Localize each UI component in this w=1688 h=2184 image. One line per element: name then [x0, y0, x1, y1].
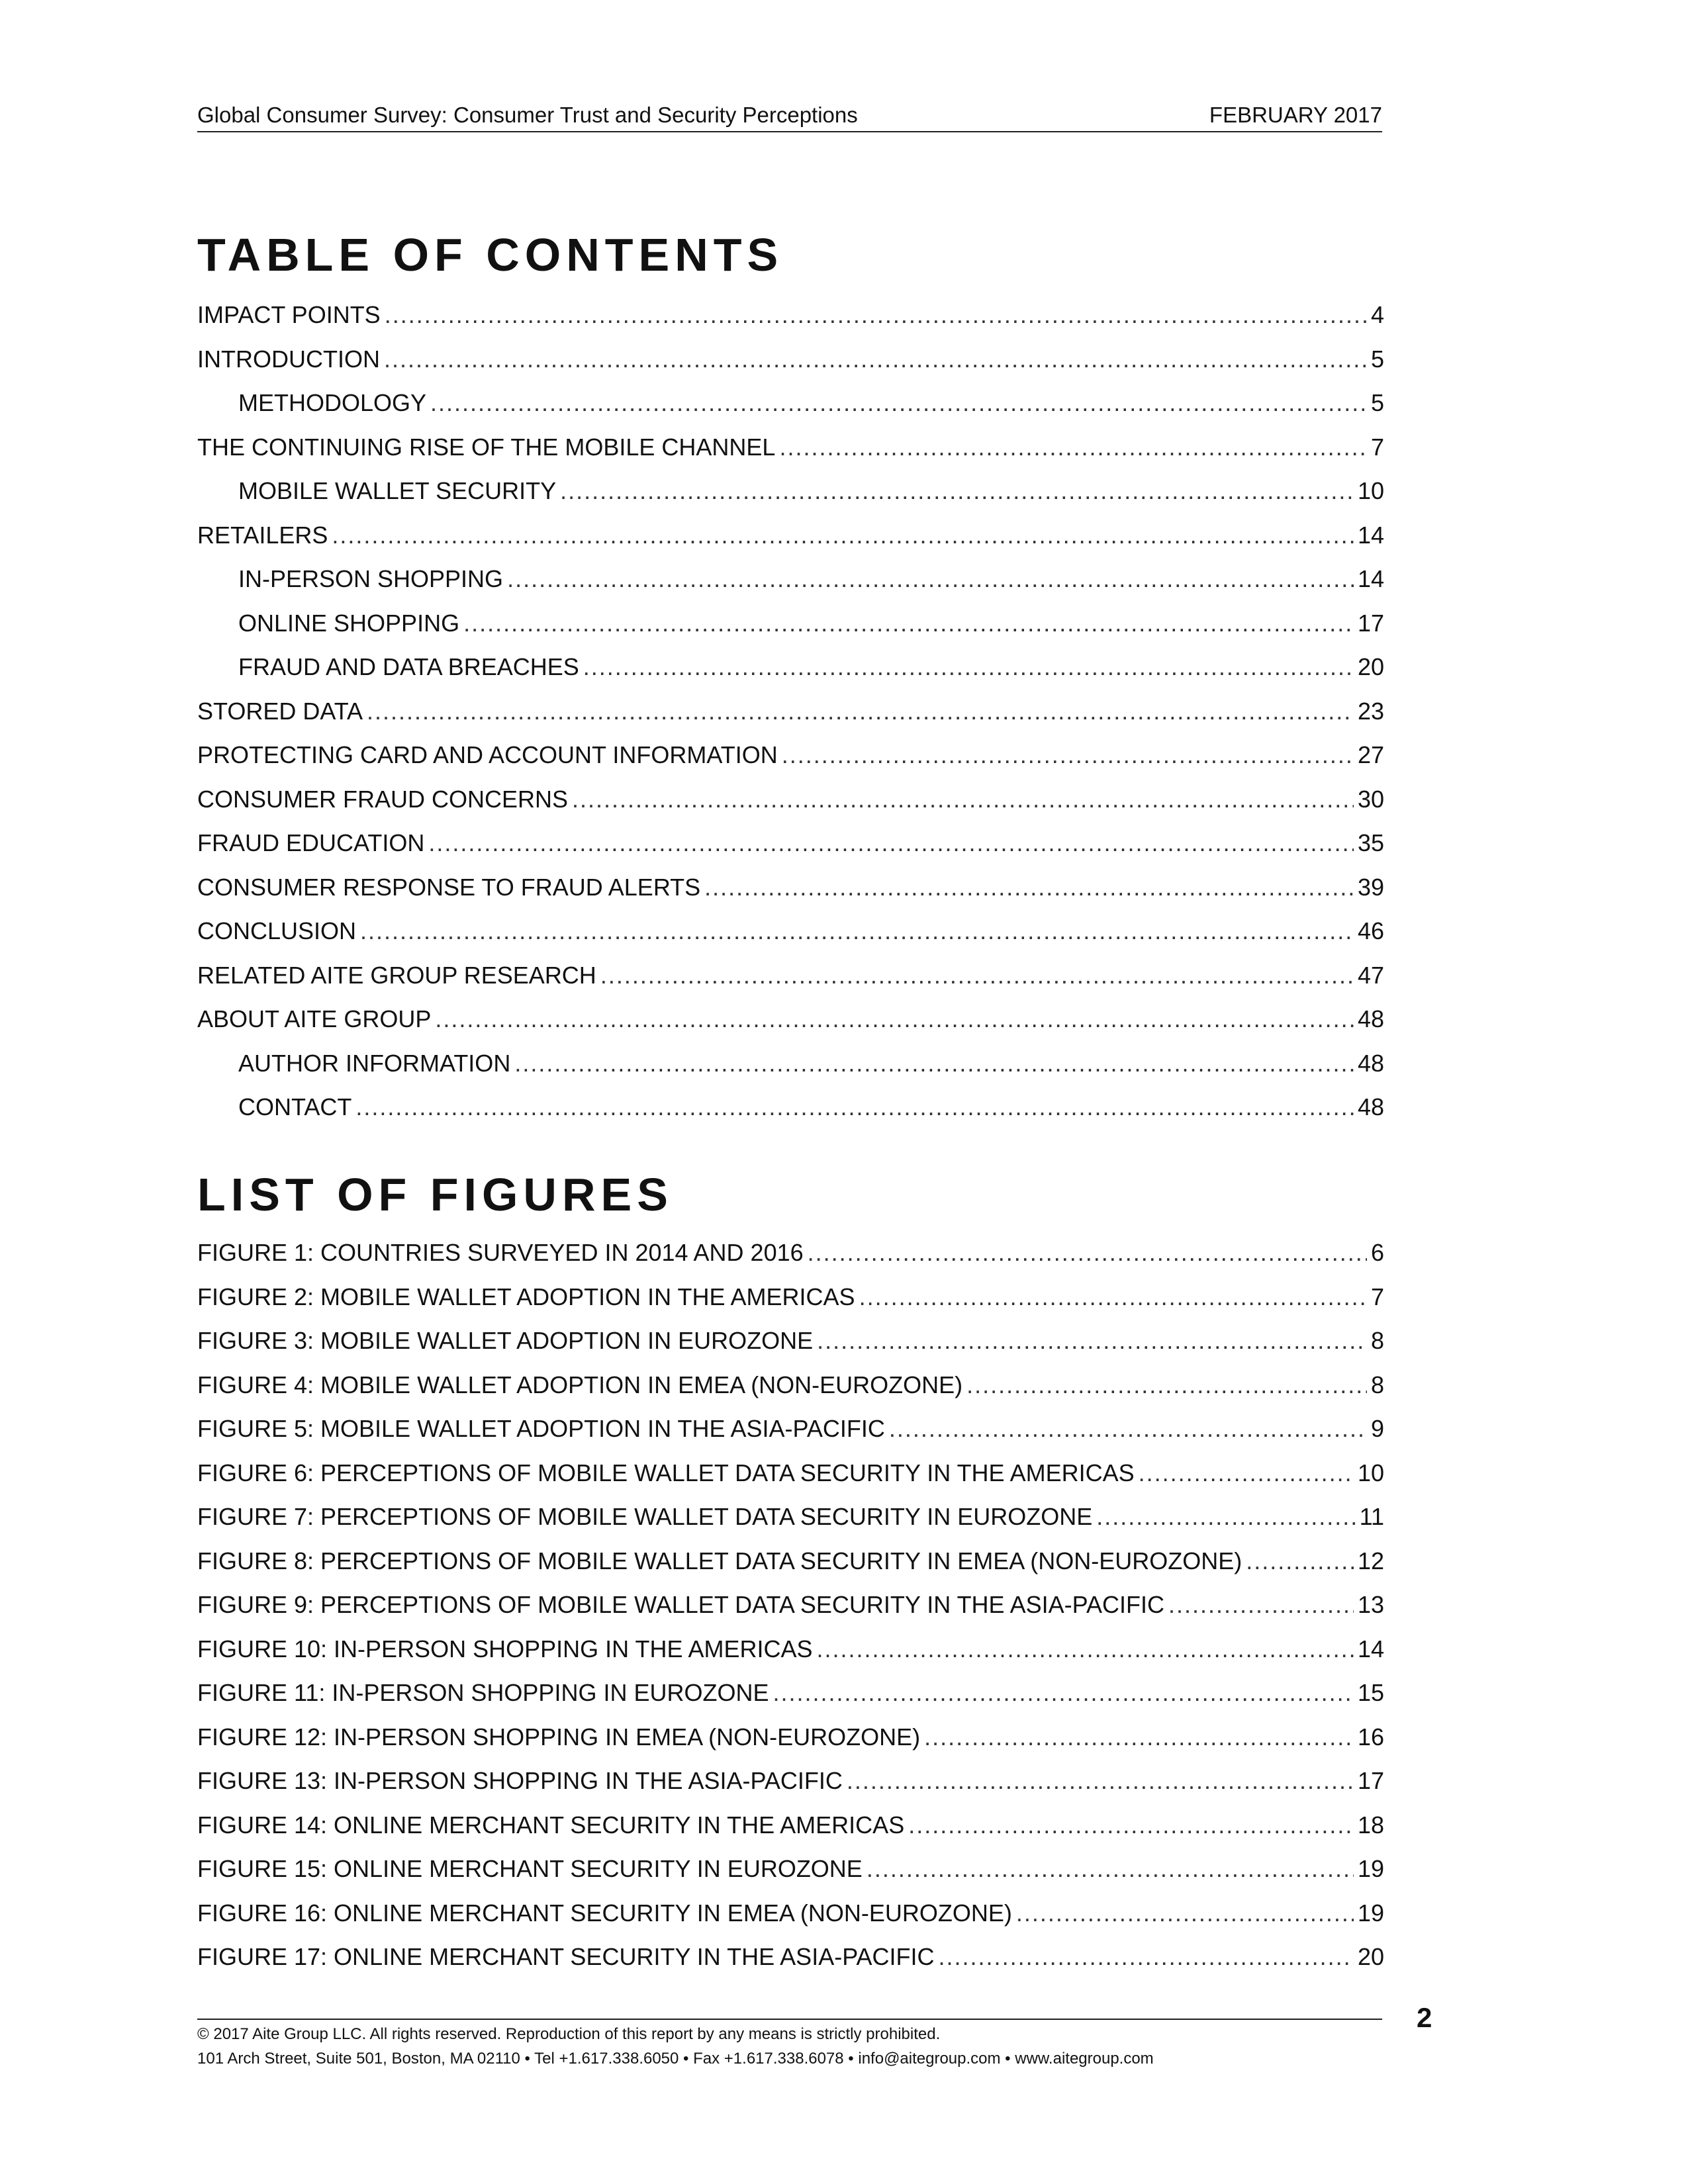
figure-entry[interactable] — [197, 1495, 1384, 1539]
toc-entry-label: PROTECTING CARD AND ACCOUNT INFORMATION — [197, 741, 778, 769]
figure-entry-label: FIGURE 8: PERCEPTIONS OF MOBILE WALLET DATA SECURITY IN EMEA (NON-EUROZONE) — [197, 1547, 1243, 1574]
toc-entry-label: ONLINE SHOPPING — [238, 609, 460, 637]
figure-entry[interactable] — [197, 1583, 1384, 1627]
toc-entry-label: CONCLUSION — [197, 917, 357, 945]
figure-entry-page-number: 8 — [1370, 1371, 1384, 1398]
dot-leader — [507, 565, 1354, 593]
figure-entry-label: FIGURE 5: MOBILE WALLET ADOPTION IN THE ASIA-PACIFIC — [197, 1415, 885, 1443]
figure-entry[interactable] — [197, 1847, 1384, 1891]
page-number: 2 — [1417, 2002, 1432, 2033]
toc-entry-label: INTRODUCTION — [197, 345, 380, 373]
figure-entry-page-number: 15 — [1357, 1679, 1384, 1707]
dot-leader — [924, 1723, 1354, 1751]
toc-entry[interactable] — [197, 778, 1384, 822]
figure-entry-page-number: 13 — [1357, 1591, 1384, 1619]
toc-entry-label: IMPACT POINTS — [197, 301, 381, 329]
toc-entry[interactable] — [197, 381, 1384, 426]
toc-entry-page-number: 48 — [1357, 1093, 1384, 1121]
figure-entry-label: FIGURE 7: PERCEPTIONS OF MOBILE WALLET DATA SECURITY IN EUROZONE — [197, 1503, 1093, 1531]
toc-entry-page-number: 47 — [1357, 961, 1384, 989]
dot-leader — [867, 1855, 1354, 1883]
toc-entry-label: IN-PERSON SHOPPING — [238, 565, 504, 593]
figure-entry[interactable] — [197, 1759, 1384, 1803]
figure-entry[interactable] — [197, 1363, 1384, 1408]
toc-entry[interactable] — [197, 690, 1384, 734]
dot-leader — [355, 1093, 1354, 1121]
dot-leader — [773, 1679, 1353, 1707]
dot-leader — [859, 1283, 1367, 1311]
figure-entry-label: FIGURE 14: ONLINE MERCHANT SECURITY IN THE AMERICAS — [197, 1811, 905, 1839]
figure-entry-page-number: 7 — [1370, 1283, 1384, 1310]
toc-entry-page-number: 14 — [1357, 521, 1384, 549]
toc-entry-page-number: 5 — [1370, 389, 1384, 417]
dot-leader — [463, 610, 1354, 637]
figure-entry[interactable] — [197, 1891, 1384, 1936]
dot-leader — [889, 1415, 1367, 1443]
figure-entry[interactable] — [197, 1627, 1384, 1672]
figure-entry-label: FIGURE 10: IN-PERSON SHOPPING IN THE AMERICAS — [197, 1635, 813, 1662]
figure-entry[interactable] — [197, 1451, 1384, 1496]
dot-leader — [572, 786, 1354, 813]
figure-entry[interactable] — [197, 1803, 1384, 1848]
toc-entry-page-number: 48 — [1357, 1049, 1384, 1077]
figure-entry-label: FIGURE 12: IN-PERSON SHOPPING IN EMEA (NON-EUROZONE) — [197, 1723, 921, 1751]
figure-entry-label: FIGURE 4: MOBILE WALLET ADOPTION IN EMEA (NON-EUROZONE) — [197, 1371, 963, 1398]
list-of-figures — [197, 1231, 1384, 1979]
toc-entry[interactable] — [197, 733, 1384, 778]
toc-entry[interactable] — [197, 338, 1384, 382]
figure-entry-label: FIGURE 11: IN-PERSON SHOPPING IN EUROZONE — [197, 1679, 769, 1707]
figure-entry-label: FIGURE 1: COUNTRIES SURVEYED IN 2014 AND 2016 — [197, 1239, 804, 1267]
figure-entry-label: FIGURE 13: IN-PERSON SHOPPING IN THE ASIA-PACIFIC — [197, 1767, 843, 1795]
figure-entry-page-number: 6 — [1370, 1239, 1384, 1267]
toc-entry[interactable] — [197, 1085, 1384, 1130]
toc-entry[interactable] — [197, 997, 1384, 1042]
figure-entry[interactable] — [197, 1935, 1384, 1979]
figure-entry-page-number: 9 — [1370, 1415, 1384, 1443]
toc-entry-page-number: 7 — [1370, 433, 1384, 461]
toc-entry-page-number: 14 — [1357, 565, 1384, 593]
figure-entry-page-number: 19 — [1357, 1899, 1384, 1927]
toc-entry-page-number: 27 — [1357, 741, 1384, 769]
toc-entry-label: THE CONTINUING RISE OF THE MOBILE CHANNEL — [197, 433, 776, 461]
dot-leader — [779, 433, 1367, 461]
toc-entry-label: FRAUD AND DATA BREACHES — [238, 653, 579, 681]
figure-entry-label: FIGURE 15: ONLINE MERCHANT SECURITY IN EUROZONE — [197, 1855, 863, 1883]
toc-entry-label: STORED DATA — [197, 697, 363, 725]
toc-entry[interactable] — [197, 557, 1384, 602]
dot-leader — [367, 698, 1354, 725]
figure-entry-page-number: 12 — [1357, 1547, 1384, 1574]
toc-entry-label: RELATED AITE GROUP RESEARCH — [197, 961, 596, 989]
toc-entry-page-number: 17 — [1357, 609, 1384, 637]
toc-entry[interactable] — [197, 645, 1384, 690]
dot-leader — [560, 477, 1354, 505]
toc-entry-label: ABOUT AITE GROUP — [197, 1005, 432, 1033]
dot-leader — [428, 829, 1354, 857]
report-date: FEBRUARY 2017 — [1209, 103, 1382, 127]
dot-leader — [704, 874, 1354, 901]
toc-entry-page-number: 46 — [1357, 917, 1384, 945]
dot-leader — [583, 653, 1354, 681]
figure-entry-page-number: 8 — [1370, 1327, 1384, 1355]
dot-leader — [939, 1943, 1354, 1971]
dot-leader — [817, 1327, 1367, 1355]
toc-entry-page-number: 10 — [1357, 477, 1384, 505]
toc-entry[interactable] — [197, 1042, 1384, 1086]
figure-entry[interactable] — [197, 1671, 1384, 1715]
figure-entry-page-number: 17 — [1357, 1767, 1384, 1795]
toc-entry-label: AUTHOR INFORMATION — [238, 1049, 511, 1077]
figure-entry[interactable] — [197, 1275, 1384, 1320]
footer-address: 101 Arch Street, Suite 501, Boston, MA 02110 • Tel +1.617.338.6050 • Fax +1.617.338.6078 • info@aitegroup.com • www.aitegroup.com — [197, 2050, 1154, 2068]
dot-leader — [360, 917, 1354, 945]
figure-entry-page-number: 14 — [1357, 1635, 1384, 1662]
dot-leader — [1168, 1591, 1354, 1619]
dot-leader — [430, 389, 1367, 417]
figure-entry-page-number: 11 — [1359, 1503, 1384, 1531]
toc-entry-label: RETAILERS — [197, 521, 328, 549]
toc-entry-page-number: 23 — [1357, 697, 1384, 725]
footer-divider — [197, 2019, 1382, 2020]
figure-entry[interactable] — [197, 1407, 1384, 1451]
figure-entry[interactable] — [197, 1539, 1384, 1584]
figure-entry-page-number: 20 — [1357, 1943, 1384, 1971]
list-of-figures-heading: LIST OF FIGURES — [197, 1169, 673, 1220]
dot-leader — [384, 345, 1367, 373]
report-title: Global Consumer Survey: Consumer Trust and Security Perceptions — [197, 103, 858, 127]
footer-copyright: © 2017 Aite Group LLC. All rights reserved. Reproduction of this report by any means is strictly prohibited. — [197, 2025, 941, 2043]
dot-leader — [847, 1767, 1354, 1795]
toc-entry-page-number: 5 — [1370, 345, 1384, 373]
dot-leader — [782, 741, 1354, 769]
toc-entry-label: CONSUMER FRAUD CONCERNS — [197, 785, 569, 813]
dot-leader — [1246, 1547, 1354, 1575]
figure-entry[interactable] — [197, 1231, 1384, 1275]
dot-leader — [600, 962, 1354, 989]
toc-entry-page-number: 20 — [1357, 653, 1384, 681]
figure-entry-page-number: 16 — [1357, 1723, 1384, 1751]
dot-leader — [1139, 1459, 1354, 1487]
figure-entry[interactable] — [197, 1319, 1384, 1363]
dot-leader — [332, 522, 1354, 549]
dot-leader — [385, 301, 1367, 329]
toc-entry-label: MOBILE WALLET SECURITY — [238, 477, 557, 505]
dot-leader — [514, 1050, 1354, 1077]
figure-entry[interactable] — [197, 1715, 1384, 1760]
figure-entry-label: FIGURE 2: MOBILE WALLET ADOPTION IN THE AMERICAS — [197, 1283, 855, 1310]
toc-entry[interactable] — [197, 866, 1384, 910]
figure-entry-page-number: 18 — [1357, 1811, 1384, 1839]
dot-leader — [808, 1239, 1367, 1267]
figure-entry-label: FIGURE 16: ONLINE MERCHANT SECURITY IN EMEA (NON-EUROZONE) — [197, 1899, 1012, 1927]
toc-entry-label: CONSUMER RESPONSE TO FRAUD ALERTS — [197, 873, 701, 901]
figure-entry-label: FIGURE 17: ONLINE MERCHANT SECURITY IN THE ASIA-PACIFIC — [197, 1943, 935, 1971]
figure-entry-page-number: 19 — [1357, 1855, 1384, 1883]
figure-entry-label: FIGURE 9: PERCEPTIONS OF MOBILE WALLET DATA SECURITY IN THE ASIA-PACIFIC — [197, 1591, 1164, 1619]
dot-leader — [1096, 1503, 1355, 1531]
toc-list — [197, 293, 1384, 1130]
figure-entry-page-number: 10 — [1357, 1459, 1384, 1486]
toc-entry-label: FRAUD EDUCATION — [197, 829, 425, 857]
toc-entry-page-number: 39 — [1357, 873, 1384, 901]
toc-entry-label: CONTACT — [238, 1093, 352, 1121]
figure-entry-label: FIGURE 6: PERCEPTIONS OF MOBILE WALLET DATA SECURITY IN THE AMERICAS — [197, 1459, 1135, 1486]
toc-entry-page-number: 4 — [1370, 301, 1384, 329]
dot-leader — [966, 1371, 1367, 1399]
toc-entry[interactable] — [197, 514, 1384, 558]
toc-entry-label: METHODOLOGY — [238, 389, 427, 417]
toc-heading: TABLE OF CONTENTS — [197, 229, 784, 281]
toc-entry-page-number: 30 — [1357, 785, 1384, 813]
toc-entry[interactable] — [197, 293, 1384, 338]
dot-leader — [908, 1811, 1354, 1839]
page-header — [197, 99, 1382, 132]
toc-entry[interactable] — [197, 821, 1384, 866]
toc-entry[interactable] — [197, 426, 1384, 470]
toc-entry[interactable] — [197, 469, 1384, 514]
toc-entry-page-number: 35 — [1357, 829, 1384, 857]
figure-entry-label: FIGURE 3: MOBILE WALLET ADOPTION IN EUROZONE — [197, 1327, 814, 1355]
dot-leader — [817, 1635, 1354, 1663]
dot-leader — [435, 1005, 1354, 1033]
toc-entry[interactable] — [197, 954, 1384, 998]
toc-entry-page-number: 48 — [1357, 1005, 1384, 1033]
toc-entry[interactable] — [197, 909, 1384, 954]
toc-entry[interactable] — [197, 602, 1384, 646]
dot-leader — [1016, 1899, 1354, 1927]
